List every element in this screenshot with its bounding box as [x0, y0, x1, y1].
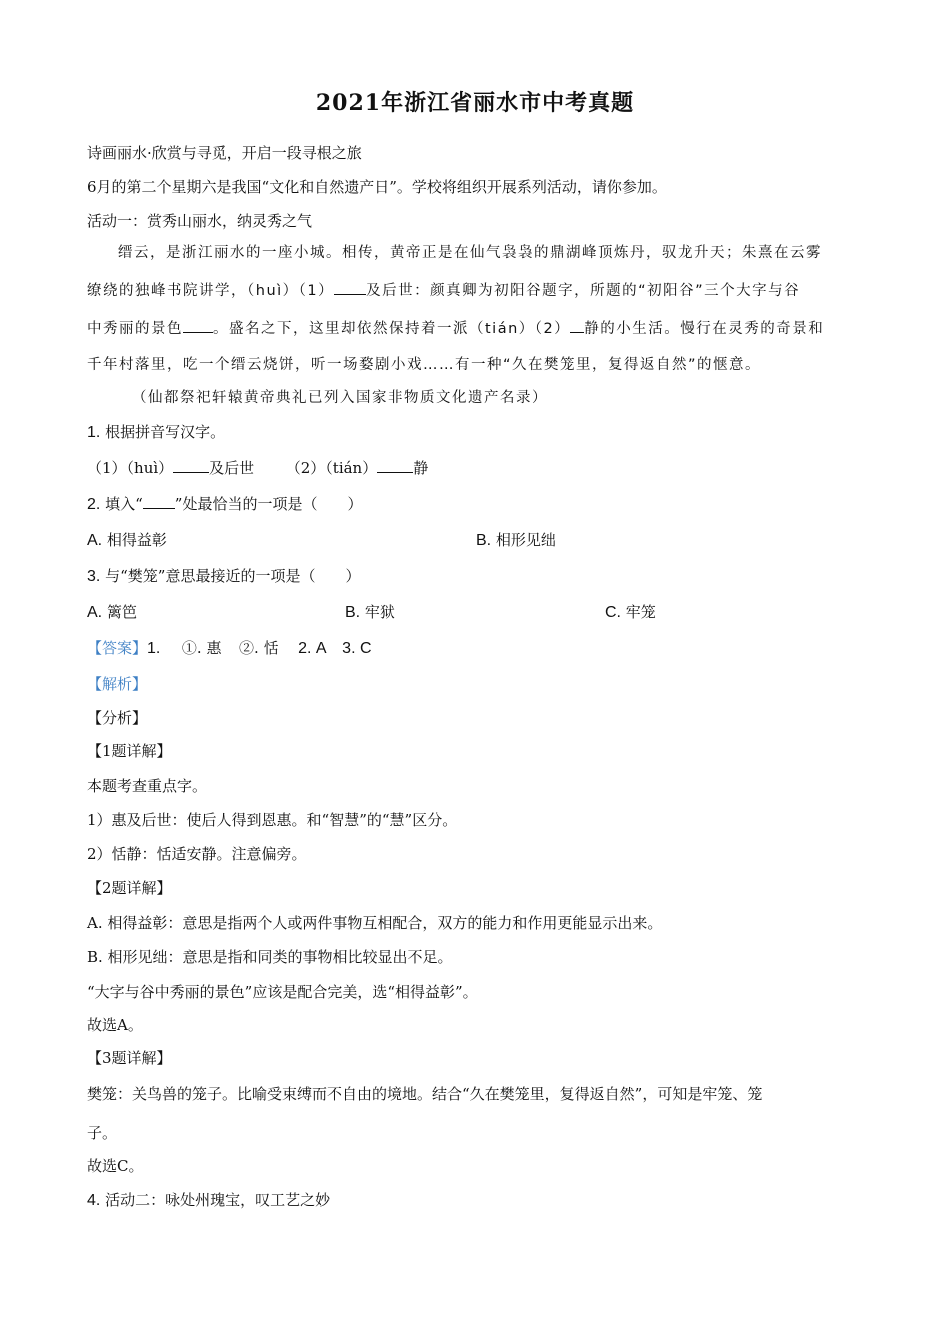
passage-line-4: 千年村落里，吃一个缙云烧饼，听一场婺剧小戏……有一种“久在樊笼里，复得返自然”的惬意。 [87, 357, 762, 373]
fenxi-heading: 【分析】 [87, 709, 148, 727]
question-1 [87, 422, 225, 443]
detail-1-line-1: 本题考查重点字。 [87, 777, 208, 795]
question-1-number: 1. [87, 424, 101, 441]
blank-1 [334, 280, 366, 295]
blank-main [183, 318, 213, 333]
question-2-text-start: 填入“ [105, 495, 143, 513]
passage-line-2-start: 缭绕的独峰书院讲学，（huì）（1） [87, 283, 335, 299]
question-2-number: 2. [87, 496, 101, 513]
activity-one-heading: 活动一：赏秀山丽水，纳灵秀之气 [87, 212, 313, 230]
q1-part-1-suffix: 及后世 [209, 459, 255, 477]
q3-option-b-text: 牢狱 [364, 603, 395, 621]
q2-option-a-text: 相得益彰 [106, 531, 167, 549]
answer-1-part-1: ①. 惠 [181, 639, 222, 657]
q2-option-b [476, 530, 556, 551]
analysis-tag: 【解析】 [87, 675, 148, 693]
question-2-text-end: ”处最恰当的一项是（ ） [174, 495, 363, 513]
passage-line-3 [87, 318, 824, 339]
q3-option-c-text: 牢笼 [625, 603, 656, 621]
passage-note: （仙都祭祀轩辕黄帝典礼已列入国家非物质文化遗产名录） [132, 390, 548, 406]
theme-line: 诗画丽水·欣赏与寻觅，开启一段寻根之旅 [87, 144, 362, 162]
q3-option-b [345, 602, 395, 623]
question-3 [87, 566, 360, 587]
answer-1-number: 1. [147, 640, 161, 657]
question-2 [87, 494, 362, 515]
passage-line-2-end: 及后世：颜真卿为初阳谷题字，所题的“初阳谷”三个大字与谷 [366, 283, 801, 299]
detail-1-line-3: 2）恬静：恬适安静。注意偏旁。 [87, 845, 307, 863]
detail-2-line-2: B. 相形见绌：意思是指和同类的事物相比较显出不足。 [87, 948, 453, 966]
q3-option-b-label: B. [345, 604, 361, 621]
passage-line-3-start: 中秀丽的景色 [87, 321, 183, 337]
page-title: 2021年浙江省丽水市中考真题 [315, 90, 635, 116]
answer-3: 3. C [342, 640, 372, 657]
q1-part-1-prefix: （1）（huì） [87, 459, 174, 477]
q1-part-2-blank [377, 458, 413, 473]
blank-2 [570, 318, 584, 333]
detail-3-line-1: 樊笼：关鸟兽的笼子。比喻受束缚而不自由的境地。结合“久在樊笼里，复得返自然”，可知是牢笼、笼 [87, 1085, 763, 1103]
intro-line: 6月的第二个星期六是我国“文化和自然遗产日”。学校将组织开展系列活动，请你参加。 [87, 178, 667, 196]
passage-line-3-end: 静的小生活。慢行在灵秀的奇景和 [584, 321, 825, 337]
question-4-number: 4. [87, 1192, 101, 1209]
question-3-number: 3. [87, 568, 101, 585]
passage-line-2 [87, 280, 800, 301]
q3-option-a [87, 602, 137, 623]
q2-option-a [87, 530, 167, 551]
q2-option-a-label: A. [87, 532, 103, 549]
detail-3-line-2: 子。 [87, 1124, 118, 1142]
q2-option-b-text: 相形见绌 [495, 531, 556, 549]
question-3-text: 与“樊笼”意思最接近的一项是（ ） [105, 567, 361, 585]
detail-1-heading: 【1题详解】 [87, 742, 172, 760]
answer-line [87, 638, 372, 659]
passage-line-3-mid: 。盛名之下，这里却依然保持着一派（tián）（2） [213, 321, 571, 337]
detail-2-line-4: 故选A。 [87, 1016, 143, 1034]
passage-line-1: 缙云，是浙江丽水的一座小城。相传，黄帝正是在仙气袅袅的鼎湖峰顶炼丹，驭龙升天；朱熹在云雾 [118, 245, 822, 261]
detail-2-line-1: A. 相得益彰：意思是指两个人或两件事物互相配合，双方的能力和作用更能显示出来。 [87, 914, 663, 932]
q1-part-2-suffix: 静 [413, 459, 429, 477]
q2-option-b-label: B. [476, 532, 492, 549]
question-1-parts [87, 458, 428, 478]
q3-option-c-label: C. [605, 604, 621, 621]
q3-option-c [605, 602, 656, 623]
answer-2: 2. A [298, 640, 327, 657]
q3-option-a-label: A. [87, 604, 103, 621]
q1-part-2-prefix: （2）（tián） [285, 459, 378, 477]
answer-tag: 【答案】 [87, 639, 148, 657]
question-4-text: 活动二：咏处州瑰宝，叹工艺之妙 [105, 1191, 331, 1209]
question-1-text: 根据拼音写汉字。 [105, 423, 226, 441]
question-2-blank [143, 494, 175, 509]
detail-2-heading: 【2题详解】 [87, 879, 172, 897]
detail-1-line-2: 1）惠及后世：使后人得到恩惠。和“智慧”的“慧”区分。 [87, 811, 458, 829]
detail-3-heading: 【3题详解】 [87, 1049, 172, 1067]
q1-part-1-blank [173, 458, 209, 473]
answer-1-part-2: ②. 恬 [239, 639, 279, 657]
q3-option-a-text: 篱笆 [106, 603, 137, 621]
detail-2-line-3: “大字与谷中秀丽的景色”应该是配合完美，选“相得益彰”。 [87, 983, 478, 1001]
question-4 [87, 1190, 330, 1211]
detail-3-line-3: 故选C。 [87, 1157, 144, 1175]
